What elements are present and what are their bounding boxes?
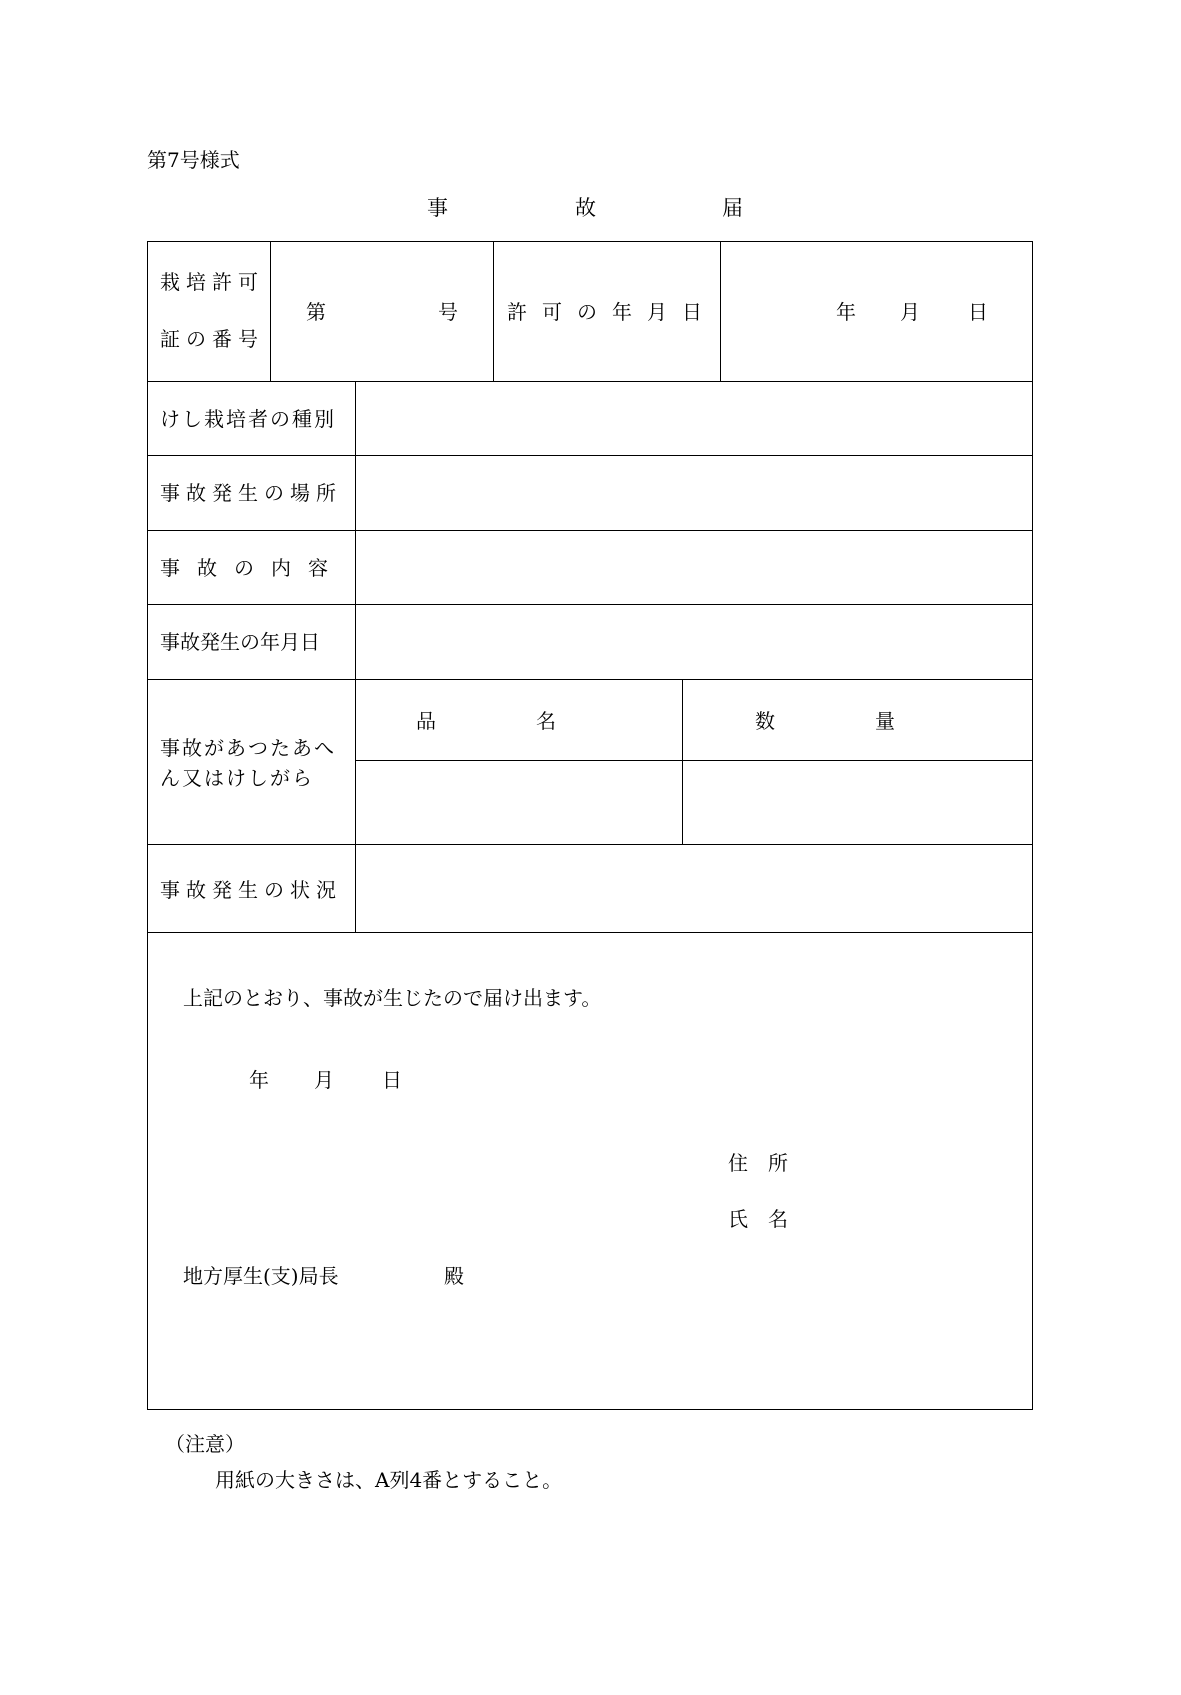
- accident-situation-label: 事故発生の状況: [160, 878, 342, 902]
- accident-date-label: 事故発生の年月日: [160, 630, 320, 654]
- col-divider: [493, 241, 494, 381]
- row-divider: [147, 932, 1033, 933]
- declaration-statement: 上記のとおり、事故が生じたので届け出ます。: [183, 986, 602, 1010]
- declaration-year: 年: [249, 1068, 269, 1092]
- honorific: 殿: [444, 1264, 464, 1288]
- permit-date-month: 月: [900, 300, 920, 324]
- item-name-header: 品 名: [416, 709, 556, 733]
- name-label: 氏 名: [728, 1207, 788, 1231]
- row-divider: [147, 381, 1033, 382]
- accident-content-label: 事故の内容: [160, 556, 345, 580]
- col-divider: [682, 679, 683, 844]
- quantity-header: 数 量: [755, 709, 895, 733]
- permit-date-label: 許可の年月日: [507, 300, 717, 324]
- row-divider: [147, 530, 1033, 531]
- row-divider: [147, 679, 1033, 680]
- addressee: 地方厚生(支)局長: [183, 1264, 339, 1288]
- accident-place-label: 事故発生の場所: [160, 481, 342, 505]
- items-label-line1: 事故があつたあへ: [160, 736, 336, 760]
- declaration-day: 日: [382, 1068, 402, 1092]
- title-char-3: 届: [722, 196, 743, 220]
- grower-type-label: けし栽培者の種別: [160, 407, 336, 431]
- permit-label-line1: 栽培許可: [160, 270, 264, 294]
- notes-heading: （注意）: [165, 1432, 245, 1456]
- col-divider: [270, 241, 271, 381]
- declaration-month: 月: [314, 1068, 334, 1092]
- permit-date-year: 年: [836, 300, 856, 324]
- items-label-line2: ん又はけしがら: [160, 766, 314, 790]
- row-divider: [355, 760, 1033, 761]
- permit-date-day: 日: [968, 300, 988, 324]
- address-label: 住 所: [728, 1151, 788, 1175]
- permit-number-prefix: 第: [306, 300, 326, 324]
- title-char-2: 故: [575, 196, 596, 220]
- notes-text: 用紙の大きさは、A列4番とすること。: [215, 1468, 563, 1492]
- col-divider: [720, 241, 721, 381]
- row-divider: [147, 844, 1033, 845]
- permit-number-suffix: 号: [438, 300, 458, 324]
- row-divider: [147, 455, 1033, 456]
- row-divider: [147, 604, 1033, 605]
- permit-label-line2: 証の番号: [160, 327, 264, 351]
- form-number: 第7号様式: [147, 148, 240, 172]
- title-char-1: 事: [427, 196, 448, 220]
- col-divider: [355, 381, 356, 932]
